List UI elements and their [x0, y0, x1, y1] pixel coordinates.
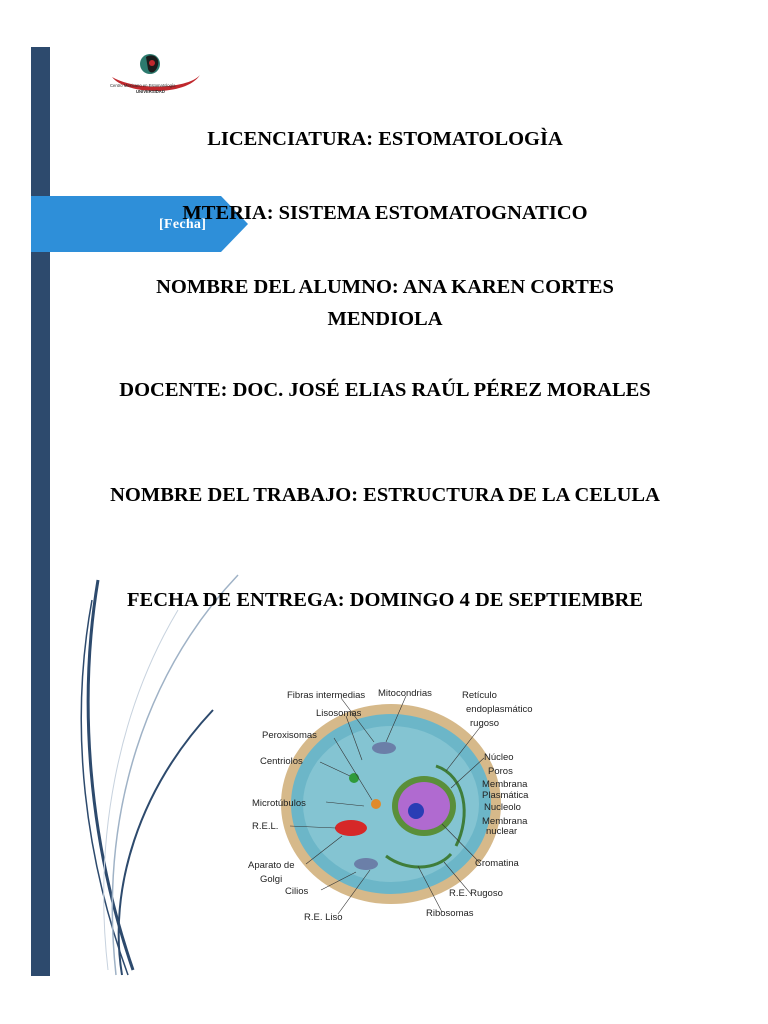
label-cromatina: Cromatina	[475, 858, 519, 869]
label-centriolos: Centriolos	[260, 756, 303, 767]
label-nucleo: Núcleo	[484, 752, 514, 763]
student-name-field: NOMBRE DEL ALUMNO: ANA KAREN CORTES MENDIOLA	[156, 276, 614, 330]
work-title-field: NOMBRE DEL TRABAJO: ESTRUCTURA DE LA CELULA	[110, 484, 660, 506]
logo-subtitle: UNIVERSIDAD	[136, 89, 165, 94]
decorative-swoosh	[38, 560, 258, 980]
date-tab-label[interactable]: [Fecha]	[159, 217, 207, 232]
subject-field: MTERIA: SISTEMA ESTOMATOGNATICO	[182, 202, 588, 224]
label-mitocondrias: Mitocondrias	[378, 688, 432, 699]
due-date-field: FECHA DE ENTREGA: DOMINGO 4 DE SEPTIEMBRE	[127, 589, 643, 611]
label-membrana: Membrana	[482, 779, 528, 790]
degree-field: LICENCIATURA: ESTOMATOLOGÌA	[207, 128, 563, 150]
logo-name: Centro Mexicano en Estomatología	[110, 83, 176, 88]
label-fibras: Fibras intermedias	[287, 690, 366, 701]
label-microtubulos: Microtúbulos	[252, 798, 306, 809]
cell-diagram	[246, 676, 533, 928]
nucleolus	[408, 803, 424, 819]
label-poros: Poros	[488, 766, 513, 777]
label-lisosomas: Lisosomas	[316, 708, 362, 719]
label-endoplasmatico: endoplasmático	[466, 704, 533, 715]
label-nucleolo: Nucleolo	[484, 802, 521, 813]
label-re-liso: R.E. Liso	[304, 912, 343, 923]
label-peroxisomas: Peroxisomas	[262, 730, 317, 741]
label-re-rugoso: R.E. Rugoso	[449, 888, 503, 899]
label-rel: R.E.L.	[252, 821, 279, 832]
label-membrana-nuclear: Membrana	[482, 816, 528, 827]
label-golgi: Golgi	[260, 874, 283, 885]
golgi-apparatus	[335, 820, 367, 836]
label-aparato: Aparato de	[248, 860, 295, 871]
centriole	[349, 773, 359, 783]
label-cilios: Cilios	[285, 886, 309, 897]
university-logo	[106, 47, 202, 103]
nucleus	[398, 782, 450, 830]
peroxisome	[371, 799, 381, 809]
label-rugoso: rugoso	[470, 718, 500, 729]
label-reticulo: Retículo	[462, 690, 497, 701]
teacher-field: DOCENTE: DOC. JOSÉ ELIAS RAÚL PÉREZ MORALES	[119, 379, 651, 401]
mitochondrion	[354, 858, 378, 870]
label-plasmatica: Plasmática	[482, 790, 529, 801]
label-nuclear: nuclear	[486, 826, 518, 837]
mitochondrion	[372, 742, 396, 754]
label-ribosomas: Ribosomas	[426, 908, 474, 919]
